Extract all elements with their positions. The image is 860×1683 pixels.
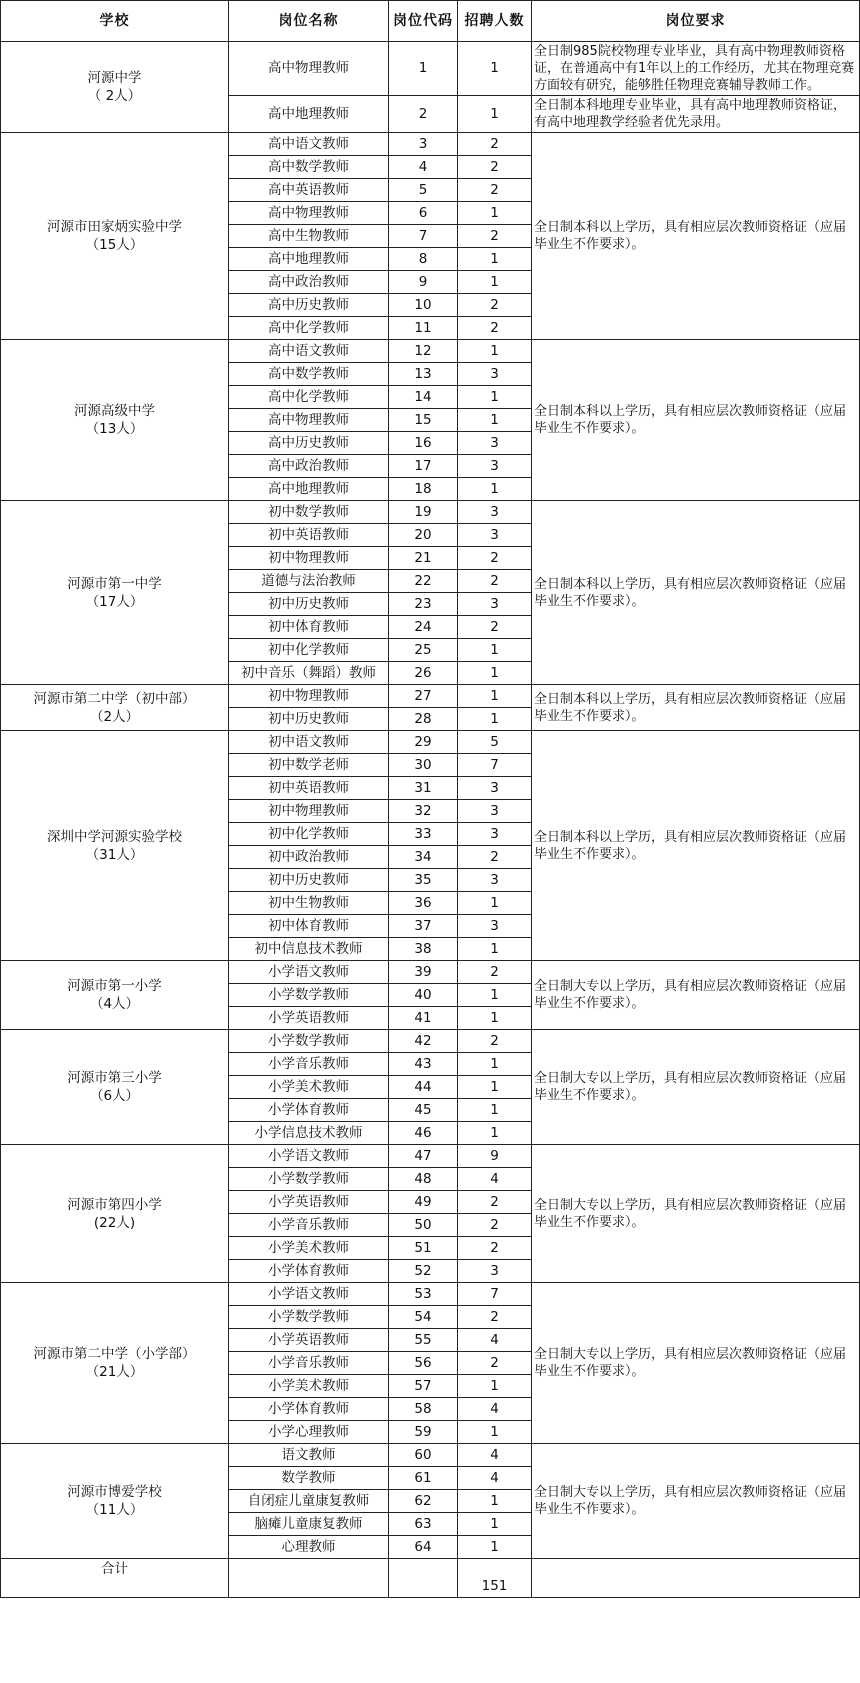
position-code: 49: [389, 1191, 458, 1214]
school-cell: [1, 961, 229, 1030]
position-code: 57: [389, 1375, 458, 1398]
position-name: 小学英语教师: [229, 1007, 389, 1030]
hiring-count: 7: [458, 754, 532, 777]
position-code: 5: [389, 179, 458, 202]
hiring-count: 1: [458, 386, 532, 409]
position-requirement: 全日制大专以上学历，具有相应层次教师资格证（应届毕业生不作要求）。: [532, 1030, 860, 1145]
position-code: 19: [389, 501, 458, 524]
position-name: 初中英语教师: [229, 524, 389, 547]
position-name: 高中历史教师: [229, 294, 389, 317]
table-row: [1, 133, 860, 156]
position-code: 51: [389, 1237, 458, 1260]
position-code: 34: [389, 846, 458, 869]
table-body: [1, 42, 860, 1559]
hiring-count: 1: [458, 938, 532, 961]
position-name: 高中化学教师: [229, 317, 389, 340]
position-code: 46: [389, 1122, 458, 1145]
position-name: 高中生物教师: [229, 225, 389, 248]
position-code: 1: [389, 42, 458, 96]
position-requirement: 全日制985院校物理专业毕业，具有高中物理教师资格证，在普通高中有1年以上的工作经历，尤其在物理竞赛方面较有研究，能够胜任物理竞赛辅导教师工作。: [532, 42, 860, 96]
position-code: 4: [389, 156, 458, 179]
school-headcount: （15人）: [85, 237, 144, 253]
position-name: 初中数学老师: [229, 754, 389, 777]
position-requirement: 全日制本科以上学历，具有相应层次教师资格证（应届毕业生不作要求）。: [532, 731, 860, 961]
header-code: 岗位代码: [389, 1, 458, 42]
hiring-count: 4: [458, 1329, 532, 1352]
hiring-count: 1: [458, 1076, 532, 1099]
school-headcount: （2人）: [89, 708, 140, 725]
header-row: [1, 1, 860, 42]
position-code: 60: [389, 1444, 458, 1467]
position-requirement: 全日制大专以上学历，具有相应层次教师资格证（应届毕业生不作要求）。: [532, 1145, 860, 1283]
total-empty-requirement: [532, 1559, 860, 1598]
hiring-count: 1: [458, 1490, 532, 1513]
position-code: 52: [389, 1260, 458, 1283]
position-code: 13: [389, 363, 458, 386]
total-row: [1, 1559, 860, 1598]
position-name: 高中数学教师: [229, 363, 389, 386]
position-name: 初中体育教师: [229, 616, 389, 639]
hiring-count: 2: [458, 1191, 532, 1214]
position-code: 38: [389, 938, 458, 961]
header-position: 岗位名称: [229, 1, 389, 42]
position-name: 初中英语教师: [229, 777, 389, 800]
position-code: 11: [389, 317, 458, 340]
position-code: 8: [389, 248, 458, 271]
position-code: 59: [389, 1421, 458, 1444]
position-name: 脑瘫儿童康复教师: [229, 1513, 389, 1536]
hiring-count: 2: [458, 570, 532, 593]
position-name: 初中信息技术教师: [229, 938, 389, 961]
position-code: 43: [389, 1053, 458, 1076]
school-name: 河源市第二中学（小学部）: [33, 1346, 196, 1362]
hiring-count: 1: [458, 1421, 532, 1444]
position-code: 39: [389, 961, 458, 984]
position-name: 高中语文教师: [229, 340, 389, 363]
hiring-count: 2: [458, 1214, 532, 1237]
position-code: 41: [389, 1007, 458, 1030]
position-name: 小学音乐教师: [229, 1214, 389, 1237]
school-name: 河源市博爱学校: [67, 1484, 162, 1500]
hiring-count: 1: [458, 340, 532, 363]
hiring-count: 2: [458, 317, 532, 340]
position-name: 小学心理教师: [229, 1421, 389, 1444]
total-empty-code: [389, 1559, 458, 1598]
school-name: 河源高级中学: [74, 403, 155, 419]
hiring-count: 2: [458, 616, 532, 639]
total-value: 151: [458, 1559, 532, 1598]
hiring-count: 2: [458, 294, 532, 317]
hiring-count: 2: [458, 1030, 532, 1053]
position-name: 高中化学教师: [229, 386, 389, 409]
position-name: 初中音乐（舞蹈）教师: [229, 662, 389, 685]
hiring-count: 3: [458, 915, 532, 938]
position-name: 小学信息技术教师: [229, 1122, 389, 1145]
hiring-count: 2: [458, 225, 532, 248]
position-code: 37: [389, 915, 458, 938]
position-code: 31: [389, 777, 458, 800]
position-name: 高中物理教师: [229, 42, 389, 96]
position-code: 15: [389, 409, 458, 432]
position-code: 36: [389, 892, 458, 915]
position-name: 高中英语教师: [229, 179, 389, 202]
position-code: 61: [389, 1467, 458, 1490]
school-cell: [1, 1283, 229, 1444]
school-cell: [1, 133, 229, 340]
position-name: 高中物理教师: [229, 202, 389, 225]
school-name: 河源市第四小学: [67, 1196, 162, 1213]
hiring-count: 1: [458, 639, 532, 662]
hiring-count: 2: [458, 961, 532, 984]
position-requirement: 全日制本科以上学历，具有相应层次教师资格证（应届毕业生不作要求）。: [532, 133, 860, 340]
position-name: 初中历史教师: [229, 708, 389, 731]
school-headcount: （17人）: [85, 593, 144, 610]
hiring-count: 1: [458, 96, 532, 133]
position-code: 16: [389, 432, 458, 455]
position-name: 小学美术教师: [229, 1076, 389, 1099]
position-name: 小学体育教师: [229, 1398, 389, 1421]
hiring-count: 4: [458, 1168, 532, 1191]
position-code: 64: [389, 1536, 458, 1559]
hiring-count: 1: [458, 1122, 532, 1145]
position-name: 小学美术教师: [229, 1237, 389, 1260]
table-row: [1, 1444, 860, 1467]
school-headcount: （4人）: [89, 996, 140, 1012]
hiring-count: 4: [458, 1467, 532, 1490]
position-name: 初中生物教师: [229, 892, 389, 915]
table-row: [1, 42, 860, 96]
school-cell: [1, 731, 229, 961]
position-name: 小学数学教师: [229, 1306, 389, 1329]
position-code: 24: [389, 616, 458, 639]
table-row: [1, 961, 860, 984]
position-name: 初中化学教师: [229, 639, 389, 662]
hiring-count: 1: [458, 271, 532, 294]
hiring-count: 2: [458, 547, 532, 570]
position-code: 2: [389, 96, 458, 133]
position-code: 30: [389, 754, 458, 777]
school-name: 河源市第一小学: [67, 978, 162, 994]
hiring-count: 1: [458, 409, 532, 432]
position-code: 55: [389, 1329, 458, 1352]
position-code: 44: [389, 1076, 458, 1099]
position-code: 32: [389, 800, 458, 823]
position-code: 45: [389, 1099, 458, 1122]
hiring-count: 2: [458, 846, 532, 869]
position-name: 初中物理教师: [229, 800, 389, 823]
hiring-count: 4: [458, 1398, 532, 1421]
hiring-count: 3: [458, 432, 532, 455]
school-name: 河源中学: [87, 70, 142, 86]
position-code: 35: [389, 869, 458, 892]
position-code: 56: [389, 1352, 458, 1375]
hiring-count: 3: [458, 593, 532, 616]
position-code: 62: [389, 1490, 458, 1513]
hiring-count: 1: [458, 1053, 532, 1076]
position-code: 21: [389, 547, 458, 570]
hiring-count: 2: [458, 133, 532, 156]
hiring-count: 1: [458, 1099, 532, 1122]
school-name: 河源市第三小学: [67, 1070, 162, 1086]
school-headcount: （13人）: [85, 421, 144, 437]
position-requirement: 全日制本科以上学历，具有相应层次教师资格证（应届毕业生不作要求）。: [532, 501, 860, 685]
position-code: 7: [389, 225, 458, 248]
table-row: [1, 1283, 860, 1306]
position-name: 小学音乐教师: [229, 1053, 389, 1076]
hiring-count: 1: [458, 892, 532, 915]
position-code: 42: [389, 1030, 458, 1053]
school-cell: [1, 1030, 229, 1145]
header-requirement: 岗位要求: [532, 1, 860, 42]
hiring-count: 3: [458, 777, 532, 800]
hiring-count: 1: [458, 1536, 532, 1559]
school-cell: [1, 685, 229, 731]
school-headcount: （21人）: [85, 1364, 144, 1380]
hiring-count: 1: [458, 1375, 532, 1398]
school-name: 河源市田家炳实验中学: [47, 219, 182, 235]
position-name: 高中政治教师: [229, 455, 389, 478]
position-code: 54: [389, 1306, 458, 1329]
position-name: 高中语文教师: [229, 133, 389, 156]
position-name: 小学数学教师: [229, 1168, 389, 1191]
hiring-count: 1: [458, 984, 532, 1007]
position-name: 小学语文教师: [229, 1145, 389, 1168]
school-headcount: (22人): [93, 1214, 136, 1231]
position-name: 小学英语教师: [229, 1191, 389, 1214]
position-name: 高中地理教师: [229, 96, 389, 133]
hiring-count: 4: [458, 1444, 532, 1467]
school-name: 深圳中学河源实验学校: [47, 828, 182, 845]
position-name: 初中物理教师: [229, 685, 389, 708]
position-name: 初中数学教师: [229, 501, 389, 524]
position-name: 高中政治教师: [229, 271, 389, 294]
table-row: [1, 731, 860, 754]
position-code: 28: [389, 708, 458, 731]
hiring-count: 1: [458, 708, 532, 731]
position-code: 33: [389, 823, 458, 846]
hiring-count: 1: [458, 662, 532, 685]
school-cell: [1, 340, 229, 501]
hiring-count: 1: [458, 248, 532, 271]
hiring-count: 3: [458, 800, 532, 823]
position-code: 58: [389, 1398, 458, 1421]
position-name: 初中化学教师: [229, 823, 389, 846]
school-headcount: （31人）: [85, 846, 144, 863]
table-row: [1, 685, 860, 708]
position-code: 12: [389, 340, 458, 363]
position-requirement: 全日制本科以上学历，具有相应层次教师资格证（应届毕业生不作要求）。: [532, 340, 860, 501]
position-name: 初中语文教师: [229, 731, 389, 754]
position-code: 47: [389, 1145, 458, 1168]
position-name: 高中数学教师: [229, 156, 389, 179]
hiring-count: 2: [458, 1237, 532, 1260]
position-code: 20: [389, 524, 458, 547]
position-name: 高中历史教师: [229, 432, 389, 455]
hiring-count: 5: [458, 731, 532, 754]
table-row: [1, 501, 860, 524]
position-code: 22: [389, 570, 458, 593]
position-name: 小学语文教师: [229, 1283, 389, 1306]
position-name: 初中物理教师: [229, 547, 389, 570]
position-name: 数学教师: [229, 1467, 389, 1490]
table-row: [1, 1145, 860, 1168]
position-code: 63: [389, 1513, 458, 1536]
position-name: 小学数学教师: [229, 1030, 389, 1053]
position-name: 小学英语教师: [229, 1329, 389, 1352]
position-code: 18: [389, 478, 458, 501]
school-cell: [1, 1145, 229, 1283]
position-code: 17: [389, 455, 458, 478]
position-code: 23: [389, 593, 458, 616]
position-code: 48: [389, 1168, 458, 1191]
position-code: 29: [389, 731, 458, 754]
position-code: 25: [389, 639, 458, 662]
position-code: 26: [389, 662, 458, 685]
hiring-count: 2: [458, 1306, 532, 1329]
hiring-count: 3: [458, 524, 532, 547]
hiring-count: 1: [458, 42, 532, 96]
hiring-count: 2: [458, 156, 532, 179]
position-code: 6: [389, 202, 458, 225]
header-count: 招聘人数: [458, 1, 532, 42]
position-requirement: 全日制大专以上学历，具有相应层次教师资格证（应届毕业生不作要求）。: [532, 961, 860, 1030]
position-name: 自闭症儿童康复教师: [229, 1490, 389, 1513]
school-cell: [1, 42, 229, 133]
school-headcount: （11人）: [85, 1502, 144, 1518]
position-code: 14: [389, 386, 458, 409]
position-code: 9: [389, 271, 458, 294]
hiring-count: 3: [458, 363, 532, 386]
position-name: 初中政治教师: [229, 846, 389, 869]
school-cell: [1, 1444, 229, 1559]
position-requirement: 全日制大专以上学历，具有相应层次教师资格证（应届毕业生不作要求）。: [532, 1283, 860, 1444]
position-name: 道德与法治教师: [229, 570, 389, 593]
hiring-count: 2: [458, 179, 532, 202]
hiring-count: 3: [458, 1260, 532, 1283]
hiring-count: 3: [458, 501, 532, 524]
table-row: [1, 1030, 860, 1053]
position-code: 40: [389, 984, 458, 1007]
position-code: 3: [389, 133, 458, 156]
hiring-count: 3: [458, 823, 532, 846]
school-name: 河源市第一中学: [67, 575, 162, 592]
position-name: 小学美术教师: [229, 1375, 389, 1398]
school-headcount: （6人）: [89, 1088, 140, 1104]
position-name: 小学体育教师: [229, 1099, 389, 1122]
position-code: 27: [389, 685, 458, 708]
total-label: 合计: [1, 1559, 229, 1598]
hiring-count: 2: [458, 1352, 532, 1375]
hiring-count: 9: [458, 1145, 532, 1168]
header-school: 学校: [1, 1, 229, 42]
position-code: 10: [389, 294, 458, 317]
hiring-count: 1: [458, 1007, 532, 1030]
hiring-count: 1: [458, 1513, 532, 1536]
position-name: 小学数学教师: [229, 984, 389, 1007]
position-name: 高中地理教师: [229, 248, 389, 271]
position-name: 高中地理教师: [229, 478, 389, 501]
hiring-count: 3: [458, 455, 532, 478]
position-name: 小学音乐教师: [229, 1352, 389, 1375]
position-name: 初中体育教师: [229, 915, 389, 938]
school-cell: [1, 501, 229, 685]
position-name: 高中物理教师: [229, 409, 389, 432]
school-headcount: （ 2人）: [87, 88, 142, 104]
hiring-count: 1: [458, 478, 532, 501]
position-requirement: 全日制本科地理专业毕业，具有高中地理教师资格证，有高中地理教学经验者优先录用。: [532, 96, 860, 133]
position-code: 53: [389, 1283, 458, 1306]
hiring-count: 1: [458, 202, 532, 225]
hiring-count: 3: [458, 869, 532, 892]
position-name: 初中历史教师: [229, 869, 389, 892]
hiring-count: 1: [458, 685, 532, 708]
position-name: 小学体育教师: [229, 1260, 389, 1283]
school-name: 河源市第二中学（初中部）: [33, 690, 196, 707]
total-empty-position: [229, 1559, 389, 1598]
position-name: 小学语文教师: [229, 961, 389, 984]
table-row: [1, 340, 860, 363]
hiring-count: 7: [458, 1283, 532, 1306]
position-requirement: 全日制大专以上学历，具有相应层次教师资格证（应届毕业生不作要求）。: [532, 1444, 860, 1559]
position-name: 心理教师: [229, 1536, 389, 1559]
position-code: 50: [389, 1214, 458, 1237]
position-name: 初中历史教师: [229, 593, 389, 616]
position-requirement: 全日制本科以上学历，具有相应层次教师资格证（应届毕业生不作要求）。: [532, 685, 860, 731]
position-name: 语文教师: [229, 1444, 389, 1467]
